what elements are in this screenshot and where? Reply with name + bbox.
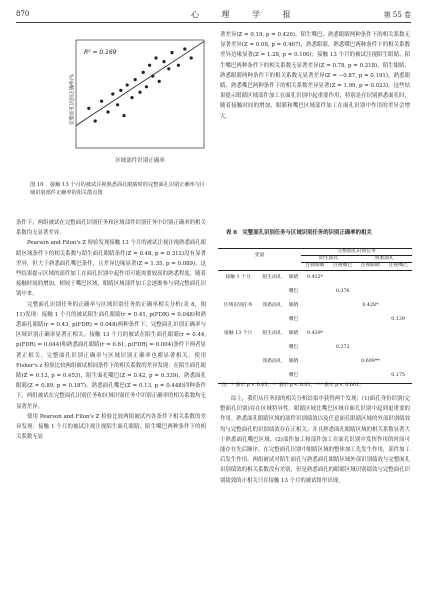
table-subcol: 注视眼睛 <box>357 263 385 270</box>
table-subcol: 注视眼睛 <box>301 263 329 270</box>
table-cell <box>329 299 357 313</box>
table-row-label: 陌生面孔 <box>262 274 282 280</box>
table-row <box>218 355 412 369</box>
table-main-header: 完整面孔识别任务 <box>301 249 412 256</box>
r2-annotation: R² = 0.169 <box>84 49 117 56</box>
table-row-label: 嘴巴 <box>288 344 299 350</box>
table-cell <box>301 341 329 355</box>
table-cell <box>329 327 357 341</box>
table-row-label <box>258 313 286 327</box>
scatter-point <box>134 78 137 81</box>
scatter-point <box>170 51 173 54</box>
scatter-point <box>154 56 157 59</box>
scatter-point <box>100 100 103 103</box>
table-cell <box>384 299 412 313</box>
table-row-label: 接触 1 个月 <box>225 274 251 280</box>
scatter-point <box>94 119 97 122</box>
table-note: 注：* 表示 p < 0.05，** 表示 p < 0.01，*** 表示 p < 0.001。 <box>222 383 364 388</box>
table-cell <box>301 313 329 327</box>
scatter-point <box>162 60 165 63</box>
table-row-label <box>218 313 258 327</box>
figure-caption-label: 图 10 <box>30 182 44 188</box>
paragraph: Pearson and Filon's Z 检验发现接触 13 个月的被试注视注视熟悉面孔眼睛区域条件下的相关系数与陌生面孔眼睛条件(Z = 0.48, p = 0.312)没有显著差异，但大于熟悉面孔嘴巴条件，且差异边缘显著(Z = 1.35, p = 0.089)。这些结果提示区域的部件加工在面孔识别中起作用可能需要较高的熟悉程度，随着接触时间的增加，相较于嘴巴区域，眼睛区域部件加工会逐渐参与到完整面孔识别中来。 <box>16 240 206 298</box>
table-cell <box>384 341 412 355</box>
table-cell <box>357 285 385 299</box>
x-axis-label: 区域部件识别正确率 <box>115 158 165 164</box>
table-cell <box>384 285 412 299</box>
table-cell: 0.139 <box>391 316 405 322</box>
table-cell: 0.439* <box>306 330 324 336</box>
table-row-label: 陌生面孔 <box>262 330 282 336</box>
scatter-point <box>142 71 145 74</box>
scatter-point <box>177 64 180 67</box>
scatter-point <box>126 83 129 86</box>
table-cell: 0.376 <box>335 288 350 294</box>
table-row-label: 眼睛 <box>288 358 299 364</box>
table-row <box>218 327 412 341</box>
table-row-label: 嘴巴 <box>288 316 299 322</box>
scatter-point <box>111 92 114 95</box>
table-cell <box>357 327 385 341</box>
table-cell <box>384 355 412 369</box>
table-row <box>218 369 412 384</box>
figure-caption <box>30 181 206 198</box>
table-title: 表 8 完整面孔识别任务与区域识别任务的识别正确率的相关 <box>226 230 372 236</box>
page-number: 870 <box>16 10 30 18</box>
table-row-label: 熟悉面孔 <box>262 358 282 364</box>
scatter-point <box>106 110 109 113</box>
table-cell <box>329 369 357 384</box>
scatter-point <box>119 89 122 92</box>
scatter-point <box>167 67 170 70</box>
correlation-table <box>218 248 412 384</box>
volume-label: 第 55 卷 <box>383 11 411 19</box>
table-row <box>218 299 412 313</box>
scatter-point <box>148 64 151 67</box>
paragraph: 综上，我们从任务间的相关分析结果中获得两个发现：(1)面孔身份识别(完整面孔识别)存在区域特异性。眼睛区域比嘴巴区域在面孔识别中起到更重要的作用。熟悉面孔眼睛区域的部件识别绩效以及任意面孔眼睛区域的外部识别绩效均与完整面孔的识别绩效存在正相关；并且熟悉面孔眼睛区域的相关系数显著大于熟悉面孔嘴巴区域。(2)部件加工和部件加工在面孔识别中发挥作用的时间可能存在先后顺序。在完整面孔识别中眼睛区域的整体加工先发生作用，部件加工后发生作用。两组被试对陌生面孔与熟悉面孔眼睛区域外部识别绩效与完整面孔识别绩效的相关系数没有差别，但是熟悉面孔的眼睛区域识别绩效与完整面孔识别绩效的正相关只在接触 13 个月的被试组里出现。 <box>220 396 410 484</box>
table-cell <box>301 299 329 313</box>
paragraph: 著差异(Z = 0.19, p = 0.426)，陌生嘴巴、熟悉眼睛两种条件下的相关系数无显著差异(Z = 0.08, p = 0.467)，熟悉眼睛、熟悉嘴巴两种条件下的相关系数差异边缘显著(Z = 1.28, p = 0.100)；接触 13 个月的被试注视陌生眼睛、陌生嘴巴两种条件下的相关系数无显著差异(Z = 0.78, p = 0.218)，陌生眼睛、熟悉眼睛两种条件下的相关系数无显著差异(Z = −0.87, p = 0.191)，熟悉眼睛、熟悉嘴巴两种条件下的相关系数差异显著(Z = 1.99, p = 0.023)。这些结果提示眼睛区域部件加工在面孔识别中起重要作用，特别是在识别熟悉面孔时，随着接触时间的增加，眼睛和嘴巴区域部件加工在面孔识别中作用的差异会增大。 <box>220 32 410 120</box>
table-var-label: 变量 <box>218 249 301 263</box>
scatter-point <box>122 114 125 117</box>
figure-caption-text: 接触 13 个月的被试注视熟悉面孔眼睛时的完整面孔识别正确率与区域识别部件正确率的相关散点图 <box>30 182 206 197</box>
table-row-label <box>218 285 258 299</box>
table-cell: 0.412* <box>306 274 324 280</box>
table-row-label <box>258 341 286 355</box>
table-cell <box>329 270 357 285</box>
table-cell <box>301 369 329 384</box>
table-row <box>218 270 412 285</box>
running-header <box>16 8 411 22</box>
table-group-familiar: 熟悉面孔 <box>357 256 412 263</box>
paragraph: 条件下，两组被试在完整面孔识别任务和区域部件识别任务中识别正确率的相关系数均无显著差异。 <box>16 220 206 237</box>
header-rule <box>16 22 411 23</box>
table-group-stranger: 陌生面孔 <box>301 256 356 263</box>
scatter-point <box>116 103 119 106</box>
scatter-point <box>130 96 133 99</box>
table-cell <box>384 270 412 285</box>
right-column-body-bottom <box>220 394 410 486</box>
left-column-body <box>16 218 206 442</box>
scatter-point <box>138 91 141 94</box>
paragraph: 使用 Pearson and Filon's Z 检验比较两组被试内各条件下相关系数的差异发现：接触 1 个月的被试注视注视陌生面孔眼睛、陌生嘴巴两种条件下的相关系数无显 <box>16 413 206 441</box>
table-row-label: 接触 13 个月 <box>223 330 253 336</box>
scatter-point <box>87 107 90 110</box>
paragraph: 完整面孔识别任务的正确率与区域识别任务的正确率相关分析(表 8，图 11)发现：接触 1 个月的被试陌生面孔眼睛(r = 0.41, p(FDR) = 0.048)和熟悉面孔眼睛(r = 0.43, p(FDR) = 0.048)两种条件下，完整面孔识别正确率与区域识别正确率显著正相关；接触 13 个月的被试在陌生面孔眼睛(r = 0.44, p(FDR) = 0.044)和熟悉面孔眼睛(r = 0.61, p(FDR) = 0.004)条件下两者显著正相关。完整面孔识别正确率与区域识别正确率也都显著相关。使用 Fisher's z 检验比较两组被试相同条件下的相关系数的差异发现：在陌生面孔眼睛(Z = 0.12, p = 0.453)、陌生面孔嘴巴(Z = 0.42, p = 0.339)、熟悉面孔眼睛(Z = 0.89, p = 0.187)、熟悉面孔嘴巴(Z = 0.13, p = 0.448)四种条件下，两组被试在完整面孔识别任务和区域识别任务中识别正确率的相关系数均无显著差异。 <box>16 301 206 410</box>
right-column-body-top <box>220 30 410 122</box>
figure-y-axis-label: 完整面孔识别正确率/% <box>69 73 76 126</box>
table-row-label: 眼睛 <box>288 302 299 308</box>
table-cell <box>357 369 385 384</box>
table-row-label: 眼睛 <box>288 274 299 280</box>
table-cell <box>329 355 357 369</box>
table-cell: 0.609** <box>361 358 380 364</box>
table-cell <box>384 327 412 341</box>
table-row-label <box>218 341 258 355</box>
table-cell <box>301 285 329 299</box>
table-row-label <box>218 369 258 384</box>
scatter-point <box>145 85 148 88</box>
table-row <box>218 313 412 327</box>
table-row-label: 区域识别任务 <box>223 302 253 308</box>
scatter-chart <box>64 34 214 174</box>
plot-frame <box>76 40 204 148</box>
table-cell <box>357 313 385 327</box>
table-cell <box>301 355 329 369</box>
table-row-label: 眼睛 <box>288 330 299 336</box>
journal-title: 心 理 学 报 <box>191 10 301 19</box>
table-row-label <box>258 369 286 384</box>
table-cell: 0.175 <box>384 369 412 384</box>
table-subcol: 注视嘴巴 <box>329 263 357 270</box>
scatter-point <box>190 56 193 59</box>
table-row-label <box>258 285 286 299</box>
table-row-label: 嘴巴 <box>288 288 299 294</box>
scatter-point <box>183 47 186 50</box>
table-cell: 0.272 <box>335 344 350 350</box>
table-row-label <box>218 355 258 369</box>
table-cell <box>357 341 385 355</box>
table-cell <box>357 270 385 285</box>
table-row <box>218 285 412 299</box>
table-row <box>218 341 412 355</box>
table-cell: 0.428* <box>362 302 379 308</box>
scatter-point <box>158 80 161 83</box>
table-subcol: 注视嘴巴 <box>384 263 412 270</box>
table-row-label: 熟悉面孔 <box>262 302 282 308</box>
table-cell <box>329 313 357 327</box>
table-row-label: 嘴巴 <box>286 369 301 384</box>
